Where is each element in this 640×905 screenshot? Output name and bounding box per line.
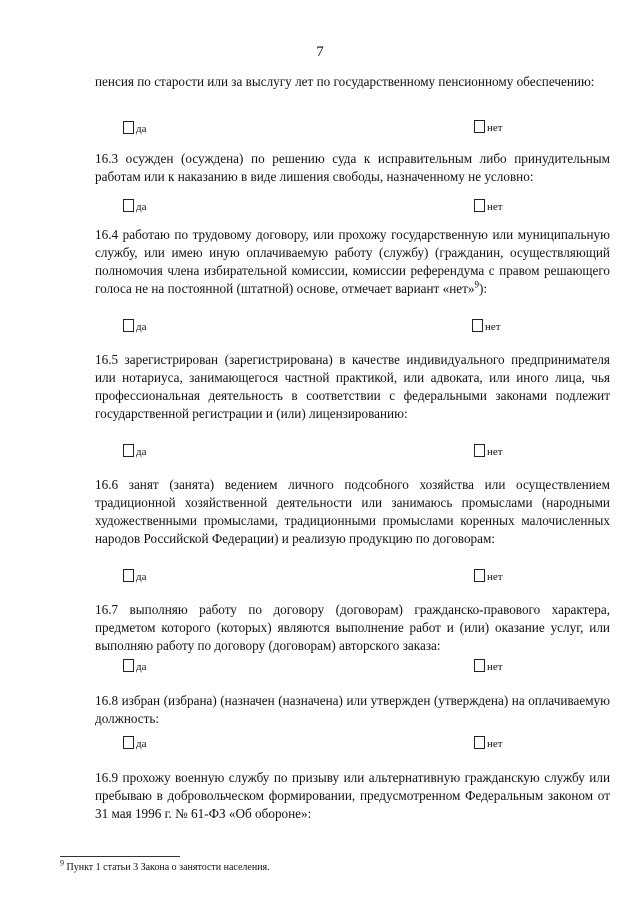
option-no-label: нет [485,321,501,333]
checkbox-yes[interactable] [123,319,134,332]
option-yes[interactable] [123,199,146,214]
checkbox-no[interactable] [474,736,485,749]
option-no[interactable] [474,444,503,459]
option-no-label: нет [487,738,503,750]
option-no[interactable] [474,120,503,135]
option-yes-label: да [136,446,147,458]
footnote-text: Пункт 1 статьи 3 Закона о занятости населения. [66,862,270,873]
paragraph-16-5: 16.5 зарегистрирован (зарегистрирована) в качестве индивидуального предпринимателя или нотариуса, занимающегося частной практикой, или адвоката, или иного лица, чья профессиональная деятельность в соответствии с федеральными законами подлежит государственной регистрации и (или) лицензированию: [95,352,610,421]
checkbox-no[interactable] [472,319,483,332]
footnote-divider [60,856,180,857]
checkbox-no[interactable] [474,444,485,457]
option-yes[interactable] [123,736,146,751]
checkbox-no[interactable] [474,120,485,133]
paragraph-16-4-text: 16.4 работаю по трудовому договору, или прохожу государственную или муниципальную службу, или имею иную оплачиваемую работу (службу) (гражданин, осуществляющий полномочия члена избирательной комиссии, комиссии референдума с правом решающего голоса не на постоянной (штатной) основе, отмечает вариант «нет» [95,227,610,296]
checkbox-yes[interactable] [123,121,134,134]
option-yes-label: да [136,321,147,333]
option-no-label: нет [487,446,503,458]
option-no-label: нет [487,661,503,673]
option-yes[interactable] [123,121,146,136]
footnote-mark: 9 [60,858,64,868]
option-yes-label: да [136,571,147,583]
option-yes[interactable] [123,444,146,459]
paragraph-16-4-tail: ): [478,281,488,296]
paragraph-pension: пенсия по старости или за выслугу лет по государственному пенсионному обеспечению: [95,74,595,89]
checkbox-yes[interactable] [123,659,134,672]
option-no-label: нет [487,571,503,583]
page-number: 7 [316,44,324,60]
option-yes[interactable] [123,319,146,334]
checkbox-yes[interactable] [123,569,134,582]
option-no[interactable] [474,199,503,214]
option-yes-label: да [136,738,147,750]
checkbox-no[interactable] [474,659,485,672]
paragraph-16-4 [95,226,610,298]
checkbox-yes[interactable] [123,444,134,457]
option-yes[interactable] [123,659,146,674]
paragraph-16-9: 16.9 прохожу военную службу по призыву или альтернативную гражданскую службу или пребываю в добровольческом формировании, предусмотренном Федеральным законом от 31 мая 1996 г. № 61-ФЗ «Об обороне»: [95,770,610,821]
paragraph-16-8: 16.8 избран (избрана) (назначен (назначена) или утвержден (утверждена) на оплачиваемую должность: [95,693,610,726]
footnote [60,858,270,873]
option-no-label: нет [487,122,503,134]
option-yes-label: да [136,201,147,213]
option-no[interactable] [474,569,503,584]
checkbox-no[interactable] [474,569,485,582]
option-yes-label: да [136,661,147,673]
paragraph-16-6: 16.6 занят (занята) ведением личного подсобного хозяйства или осуществлением традиционной хозяйственной деятельности или занимаюсь промыслами (народными художественными промыслами, традиционными промыслами коренных малочисленных народов Российской Федерации) и реализую продукцию по договорам: [95,477,610,546]
option-no[interactable] [474,736,503,751]
checkbox-no[interactable] [474,199,485,212]
option-no[interactable] [474,659,503,674]
paragraph-16-3: 16.3 осужден (осуждена) по решению суда к исправительным либо принудительным работам или к наказанию в виде лишения свободы, назначенному не условно: [95,151,610,184]
footnote-ref: 9 [474,279,479,290]
checkbox-yes[interactable] [123,736,134,749]
option-no[interactable] [472,319,501,334]
checkbox-yes[interactable] [123,199,134,212]
option-yes-label: да [136,123,147,135]
option-yes[interactable] [123,569,146,584]
paragraph-16-7: 16.7 выполняю работу по договору (договорам) гражданско-правового характера, предметом которого (которых) являются выполнение работ и (или) оказание услуг, или выполняю работу по договору (договорам) авторского заказа: [95,602,610,653]
option-no-label: нет [487,201,503,213]
